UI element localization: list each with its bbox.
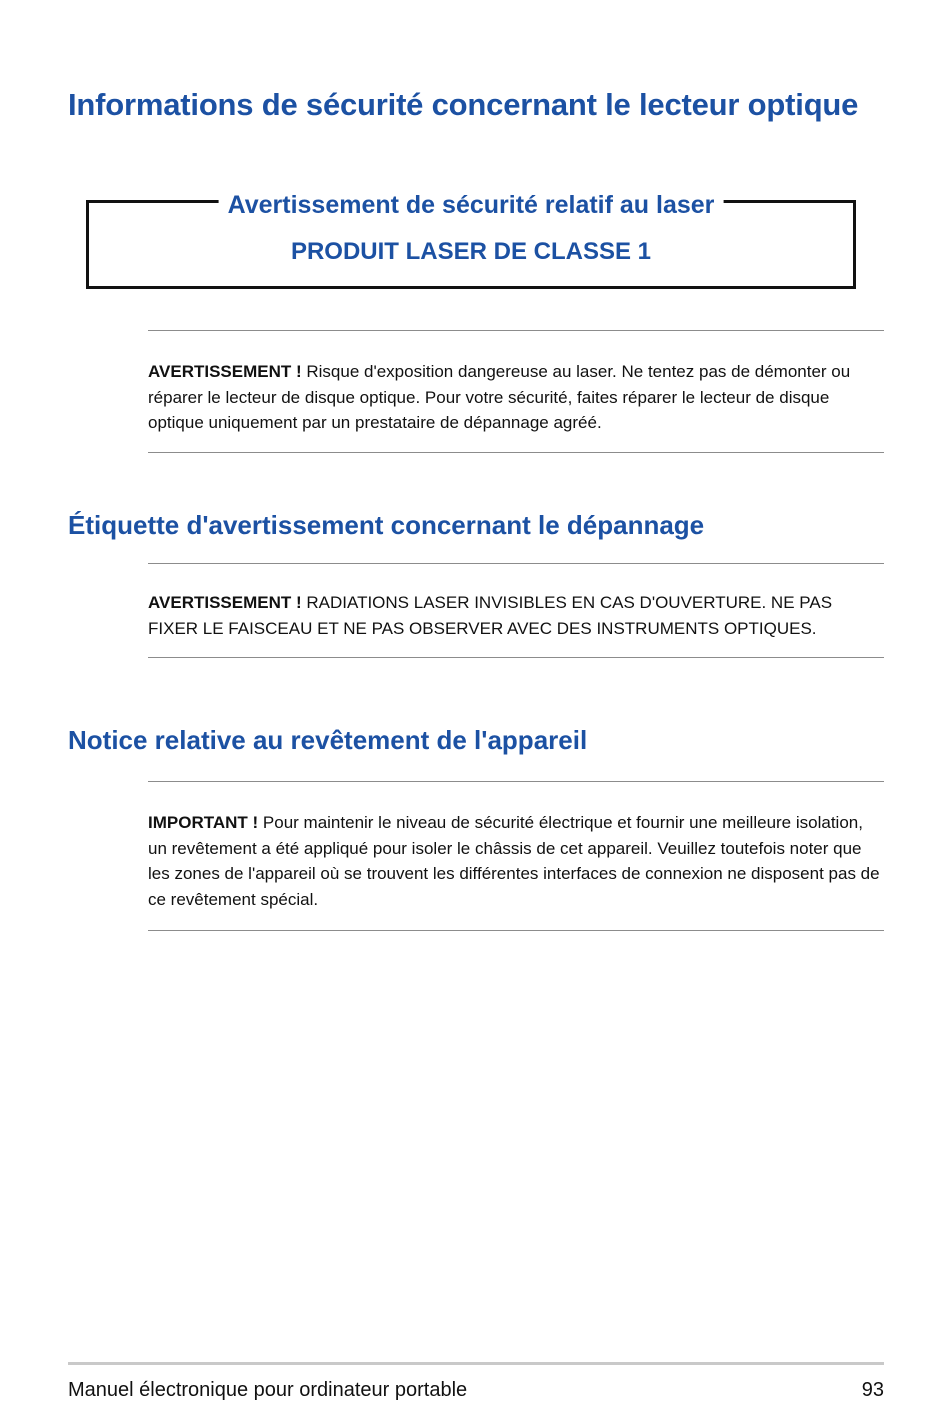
coating-section-heading: Notice relative au revêtement de l'appareil	[68, 725, 588, 755]
coating-important-notice	[148, 810, 884, 912]
page-number: 93	[861, 1379, 884, 1401]
footer-divider	[68, 1362, 884, 1365]
footer-manual-title: Manuel électronique pour ordinateur portable	[68, 1379, 468, 1401]
notice-text: Risque d'exposition dangereuse au laser. Ne tentez pas de démonter ou réparer le lecteur de disque optique. Pour votre sécurité, faites réparer le lecteur de disque optique uniquement par un prestataire de dépannage agréé.	[148, 362, 851, 432]
divider	[148, 452, 884, 453]
divider	[148, 657, 884, 658]
laser-warning-box	[86, 191, 856, 289]
notice-text: Pour maintenir le niveau de sécurité électrique et fournir une meilleure isolation, un revêtement a été appliqué pour isoler le châssis de cet appareil. Veuillez toutefois noter que les zones de l'appareil où se trouvent les différentes interfaces de connexion ne disposent pas de ce revêtement spécial.	[148, 813, 880, 909]
page-title: Informations de sécurité concernant le lecteur optique	[68, 87, 859, 122]
laser-warning-notice	[148, 359, 884, 436]
notice-label: AVERTISSEMENT !	[148, 362, 302, 381]
notice-text: RADIATIONS LASER INVISIBLES EN CAS D'OUVERTURE. NE PAS FIXER LE FAISCEAU ET NE PAS OBSERVER AVEC DES INSTRUMENTS OPTIQUES.	[148, 593, 833, 638]
divider	[148, 930, 884, 931]
notice-label: AVERTISSEMENT !	[148, 593, 302, 612]
divider	[148, 563, 884, 564]
laser-class-label: PRODUIT LASER DE CLASSE 1	[290, 238, 652, 265]
service-warning-notice	[148, 590, 884, 641]
service-section-heading: Étiquette d'avertissement concernant le dépannage	[68, 510, 705, 540]
laser-box-heading: Avertissement de sécurité relatif au laser	[219, 190, 724, 220]
notice-label: IMPORTANT !	[148, 813, 259, 832]
divider	[148, 330, 884, 331]
divider	[148, 781, 884, 782]
